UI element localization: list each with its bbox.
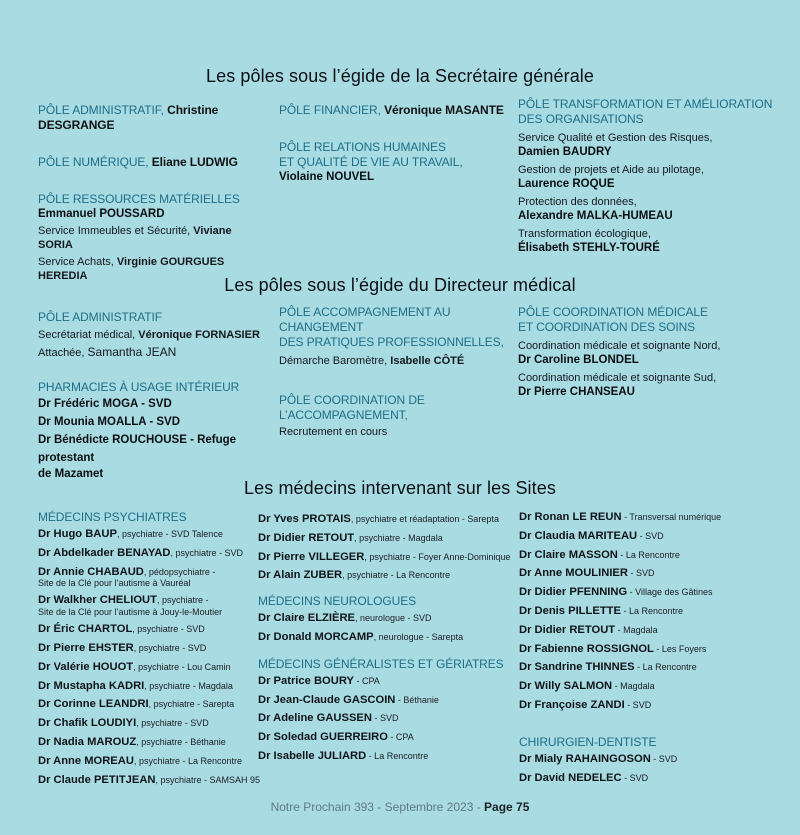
physician-role: - La Rencontre [620, 605, 683, 616]
physician-role: - La Rencontre [634, 662, 697, 673]
physician-name: Dr Willy SALMON [519, 680, 613, 693]
physician-name: Dr Isabelle JULIARD [258, 749, 367, 762]
pole-administratif-medical: PÔLE ADMINISTRATIF [38, 310, 162, 324]
dm-column-2 [279, 305, 514, 439]
service-label: Attachée, [38, 347, 88, 359]
pole-ressources-materielles: PÔLE RESSOURCES MATÉRIELLES [38, 192, 240, 206]
physician-role: - Béthanie [395, 694, 439, 705]
physician-entry [519, 769, 779, 788]
physician-role: , psychiatre - SVD [136, 718, 209, 729]
service-label: Coordination médicale et soignante Sud, [518, 372, 717, 384]
section-title-directeur-medical: Les pôles sous l’égide du Directeur médical [224, 275, 576, 295]
service-label: Coordination médicale et soignante Nord, [518, 340, 721, 352]
dm-column-1 [38, 310, 273, 482]
pharmacist: Dr Frédéric MOGA - SVD [38, 398, 172, 410]
physician-entry [258, 691, 513, 710]
physician-name: Dr Pierre EHSTER [38, 641, 134, 654]
pole-label: PÔLE FINANCIER, [279, 103, 385, 117]
physician-role: , psychiatre - Foyer Anne-Dominique [364, 551, 511, 562]
footer-publication: Notre Prochain 393 - Septembre 2023 - [270, 800, 485, 814]
service-name: Damien BAUDRY [518, 146, 612, 158]
physician-entry [519, 640, 779, 659]
pole-lead-name: Véronique MASANTE [384, 103, 504, 117]
physician-entry [519, 677, 779, 696]
medecins-generalistes-heading: MÉDECINS GÉNÉRALISTES ET GÉRIATRES [258, 656, 504, 671]
pole-relations-humaines: PÔLE RELATIONS HUMAINES [279, 140, 446, 154]
medecins-psychiatres-heading: MÉDECINS PSYCHIATRES [38, 510, 187, 524]
physician-name: Dr Didier RETOUT [519, 623, 616, 636]
physician-name: Dr Jean-Claude GASCOIN [258, 693, 396, 706]
recrutement-status: Recrutement en cours [279, 426, 388, 438]
physician-entry [38, 620, 263, 639]
pole-financier [279, 103, 509, 118]
pole-numerique [38, 155, 268, 170]
physician-name: Dr Claudia MARITEAU [519, 529, 638, 542]
physician-entry [38, 752, 263, 771]
service-name: Laurence ROQUE [518, 178, 615, 190]
physician-name: Dr Anne MOULINIER [519, 567, 628, 580]
physician-entry [38, 525, 263, 544]
service-label: Gestion de projets et Aide au pilotage, [518, 164, 704, 176]
pole-relations-humaines-line2: ET QUALITÉ DE VIE AU TRAVAIL, [279, 155, 463, 169]
physician-name: Dr Françoise ZANDI [519, 698, 625, 711]
physician-role: , psychiatre - [156, 595, 209, 606]
physician-entry [258, 529, 513, 548]
physician-name: Dr Hugo BAUP [38, 528, 117, 540]
physician-entry [38, 714, 263, 733]
physician-role: , psychiatre - Sarepta [148, 699, 235, 710]
generalists-list [258, 672, 513, 766]
physician-entry [519, 546, 779, 565]
physician-entry [519, 527, 779, 546]
physician-name: Dr Chafik LOUDIYI [38, 717, 137, 730]
physician-role: - Magdala [615, 624, 658, 635]
service-label: Service Immeubles et Sécurité, [38, 225, 194, 237]
sg-column-1 [38, 103, 268, 283]
physician-role: - La Rencontre [617, 549, 680, 560]
service-label: Protection des données, [518, 196, 637, 208]
physician-site: Site de la Clé pour l’autisme à Vauréal [38, 578, 191, 589]
physician-role: - CPA [353, 675, 380, 686]
physician-name: Dr Nadia MAROUZ [38, 735, 137, 748]
physician-role: , psychiatre - Magdala [354, 532, 443, 543]
psychiatrists-list [38, 525, 263, 789]
dm-column-3 [518, 305, 778, 400]
pole-lead-name: Violaine NOUVEL [279, 171, 375, 183]
pole-accompagnement-changement: PÔLE ACCOMPAGNEMENT AU CHANGEMENT [279, 305, 451, 334]
physician-entry [258, 728, 513, 747]
physician-entry [38, 771, 263, 790]
physician-role: , psychiatre et réadaptation - Sarepta [350, 514, 499, 524]
medecins-neurologues-heading: MÉDECINS NEUROLOGUES [258, 594, 417, 609]
physician-name: Dr Adeline GAUSSEN [258, 712, 372, 725]
physician-name: Dr Mustapha KADRI [38, 679, 145, 692]
service-name: Viviane SORIA [38, 225, 232, 251]
physician-name: Dr Pierre VILLEGER [258, 550, 365, 563]
physician-name: Dr Claire ELZIÈRE [258, 612, 355, 625]
physician-role: - SVD [371, 713, 399, 724]
physician-name: Dr Éric CHARTOL [38, 623, 133, 636]
physician-name: Dr Claude PETITJEAN [38, 773, 156, 786]
physician-entry [258, 548, 513, 567]
physician-role: , psychiatre - Lou Camin [133, 661, 231, 672]
sg-column-2 [279, 103, 509, 185]
physician-role: , psychiatre - SVD [170, 547, 243, 558]
pole-coordination-accompagnement: PÔLE COORDINATION DE L’ACCOMPAGNEMENT, [279, 393, 425, 422]
service-name: Alexandre MALKA-HUMEAU [518, 210, 673, 222]
physician-name: Dr Patrice BOURY [258, 674, 354, 687]
physician-entry [519, 696, 779, 715]
physician-entry [38, 733, 263, 752]
service-line [279, 354, 514, 368]
physician-name: Dr Denis PILLETTE [519, 604, 621, 617]
service-name: Véronique FORNASIER [138, 329, 260, 341]
service-name: Élisabeth STEHLY-TOURÉ [518, 242, 660, 254]
physician-entry [258, 609, 513, 628]
physician-role: - SVD [621, 772, 649, 783]
physician-name: Dr Ronan LE REUN [519, 511, 622, 523]
service-name: Samantha JEAN [87, 345, 177, 359]
physician-entry [258, 566, 513, 585]
service-name: Dr Pierre CHANSEAU [518, 386, 635, 398]
physician-name: Dr Walkher CHELIOUT [38, 594, 157, 607]
sites-column-1 [38, 510, 263, 789]
physician-entry [519, 564, 779, 583]
neurologists-list [258, 609, 513, 647]
physician-entry [38, 658, 263, 677]
pole-administratif [38, 103, 268, 133]
physician-name: Dr Didier RETOUT [258, 531, 355, 544]
physician-role: , psychiatre - SVD Talence [116, 529, 223, 539]
physician-role: , psychiatre - La Rencontre [133, 755, 242, 766]
physician-entry [38, 639, 263, 658]
physician-name: Dr Didier PFENNING [519, 586, 628, 599]
physician-role: - Magdala [612, 681, 655, 692]
service-label: Transformation écologique, [518, 228, 651, 240]
physician-name: Dr Sandrine THINNES [519, 661, 635, 674]
physician-entry [258, 510, 513, 529]
pole-transformation-line2: DES ORGANISATIONS [518, 112, 644, 126]
physician-entry [519, 621, 779, 640]
physician-name: Dr Anne MOREAU [38, 754, 134, 767]
physician-role: , neurologue - SVD [354, 613, 432, 624]
physician-entry [258, 672, 513, 691]
pole-lead-name: Eliane LUDWIG [151, 155, 238, 169]
dentists-list [519, 750, 779, 788]
pole-coordination-medicale-line2: ET COORDINATION DES SOINS [518, 320, 696, 334]
physician-name: Dr Claire MASSON [519, 548, 618, 561]
sg-column-3 [518, 97, 778, 256]
physician-role: , psychiatre - Béthanie [136, 736, 226, 747]
physician-role: - CPA [387, 732, 414, 743]
physician-site: Site de la Clé pour l’autisme à Jouy-le-Moutier [38, 607, 223, 618]
physician-name: Dr Annie CHABAUD [38, 565, 144, 578]
physician-entry [258, 747, 513, 766]
psychiatrists-list-continued [258, 510, 513, 585]
physician-role: , psychiatre - SVD [132, 624, 205, 635]
pharmacist: Dr Mounia MOALLA - SVD [38, 416, 181, 428]
physician-name: Dr Alain ZUBER [258, 569, 343, 582]
section-title-secretaire-generale: Les pôles sous l’égide de la Secrétaire générale [205, 66, 595, 86]
section-title-medecins-sites: Les médecins intervenant sur les Sites [244, 478, 556, 498]
physician-role: , psychiatre - SAMSAH 95 [155, 774, 261, 785]
physician-entry [519, 583, 779, 602]
pole-label: PÔLE NUMÉRIQUE, [38, 155, 152, 169]
physician-name: Dr Abdelkader BENAYAD [38, 546, 171, 559]
service-label: Service Achats, [38, 256, 117, 268]
physician-role: , pédopsychiatre - [143, 566, 216, 577]
physician-name: Dr Fabienne ROSSIGNOL [519, 642, 654, 655]
pharmacist: Dr Bénédicte ROUCHOUSE - Refuge protestant [38, 434, 237, 464]
sites-column-3 [519, 508, 779, 787]
physician-role: , psychiatre - SVD [133, 642, 207, 653]
physician-role: - SVD [650, 753, 678, 764]
pole-transformation: PÔLE TRANSFORMATION ET AMÉLIORATION [518, 97, 773, 111]
physician-entry [38, 677, 263, 696]
service-line [38, 328, 273, 342]
physician-entry [519, 602, 779, 621]
service-line [38, 224, 268, 252]
physician-role: - Village des Gâtines [627, 587, 713, 598]
service-name: Isabelle CÔTÉ [390, 355, 465, 367]
physician-entry [519, 508, 779, 527]
physician-entry [519, 750, 779, 769]
page-footer [0, 800, 800, 814]
physician-role: - La Rencontre [366, 750, 429, 761]
service-label: Secrétariat médical, [38, 329, 139, 341]
physician-role: , neurologue - Sarepta [373, 631, 464, 642]
sites-column-2 [258, 510, 513, 766]
pole-label: PÔLE ADMINISTRATIF, [38, 103, 168, 117]
physician-name: Dr Yves PROTAIS [258, 513, 351, 525]
physician-entry [258, 709, 513, 728]
physician-name: Dr Valérie HOUOT [38, 660, 134, 673]
physician-name: Dr Mialy RAHAINGOSON [519, 752, 651, 765]
page-number: Page 75 [484, 800, 530, 814]
physician-role: - SVD [627, 568, 655, 579]
physician-role: - SVD [624, 699, 652, 710]
pole-coordination-medicale: PÔLE COORDINATION MÉDICALE [518, 305, 708, 319]
service-line [38, 345, 273, 360]
service-name: Dr Caroline BLONDEL [518, 354, 639, 366]
service-label: Démarche Baromètre, [279, 355, 391, 367]
chirurgien-dentiste-heading: CHIRURGIEN-DENTISTE [519, 734, 657, 749]
physician-entry [38, 544, 263, 563]
physician-name: Dr Donald MORCAMP [258, 630, 374, 643]
physician-role: - SVD [637, 530, 664, 541]
physician-name: Dr Soledad GUERREIRO [258, 731, 388, 744]
physician-role: , psychiatre - Magdala [144, 680, 233, 691]
physician-entry [519, 658, 779, 677]
pharmacist-line2: de Mazamet [38, 468, 104, 480]
physicians-list [519, 508, 779, 715]
physician-name: Dr Corinne LEANDRI [38, 698, 149, 711]
physician-entry [258, 628, 513, 647]
physician-role: - Les Foyers [653, 643, 707, 654]
physician-role: , psychiatre - La Rencontre [342, 570, 451, 581]
pharmacies-usage-interieur: PHARMACIES À USAGE INTÉRIEUR [38, 380, 240, 394]
physician-role: - Transversal numérique [621, 512, 722, 522]
physician-entry [38, 695, 263, 714]
pole-accompagnement-changement-line2: DES PRATIQUES PROFESSIONNELLES, [279, 335, 504, 349]
pole-lead-name: Christine DESGRANGE [38, 103, 219, 132]
service-name: Virginie GOURGUES HEREDIA [38, 256, 225, 282]
service-label: Service Qualité et Gestion des Risques, [518, 132, 713, 144]
pole-lead-name: Emmanuel POUSSARD [38, 208, 165, 220]
physician-name: Dr David NEDELEC [519, 771, 622, 784]
